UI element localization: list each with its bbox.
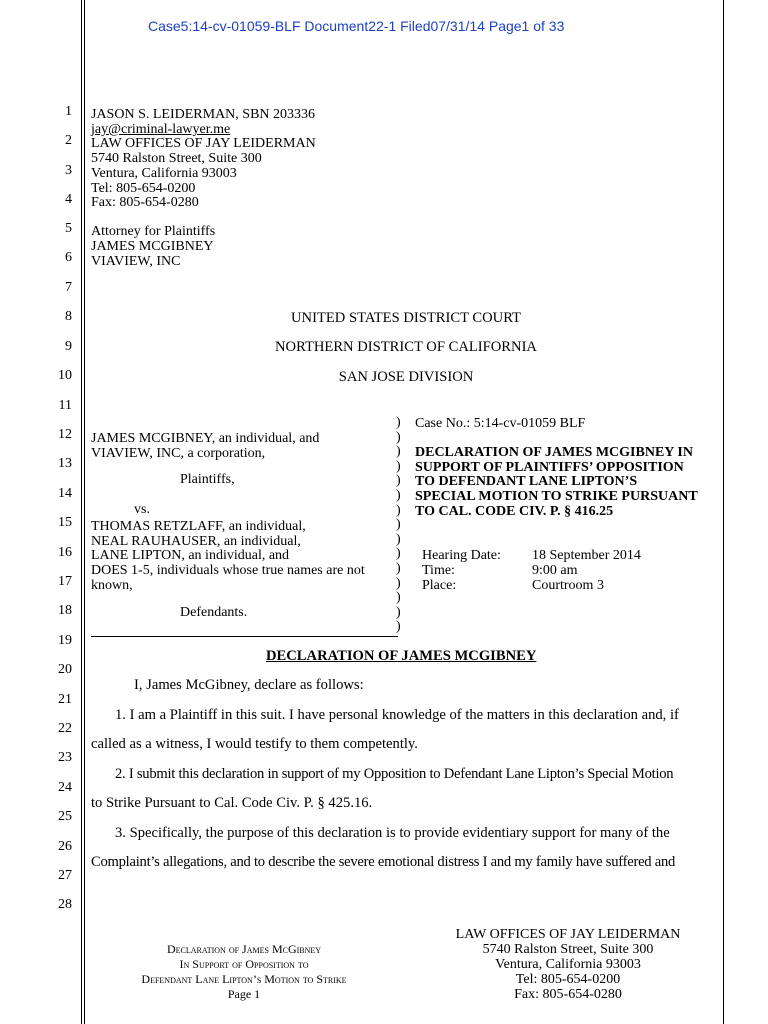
footer-firm-fax: Fax: 805-654-0280 bbox=[514, 987, 622, 1002]
plaintiffs-label: Plaintiffs, bbox=[180, 472, 235, 487]
paragraph-1-line-2: called as a witness, I would testify to them competently. bbox=[91, 736, 418, 752]
attorney-name: JASON S. LEIDERMAN, SBN 203336 bbox=[91, 107, 316, 122]
left-margin-rule-inner bbox=[84, 0, 85, 1024]
line-number: 27 bbox=[58, 868, 72, 883]
ecf-header: Case5:14-cv-01059-BLF Document22-1 Filed07/31/14 Page1 of 33 bbox=[148, 18, 565, 34]
line-number: 15 bbox=[58, 515, 72, 530]
paragraph-1-line-1: 1. I am a Plaintiff in this suit. I have personal knowledge of the matters in this declaration and, if bbox=[115, 707, 679, 723]
attorney-email-link[interactable]: jay@criminal-lawyer.me bbox=[91, 122, 231, 137]
line-number: 20 bbox=[58, 662, 72, 677]
line-number: 1 bbox=[65, 104, 72, 119]
attorney-fax: Fax: 805-654-0280 bbox=[91, 195, 199, 210]
defendant-line-5: known, bbox=[91, 578, 133, 593]
footer-title-line-2: In Support of Opposition to bbox=[179, 957, 309, 971]
defendants-label: Defendants. bbox=[180, 605, 248, 620]
right-margin-rule bbox=[723, 0, 724, 1024]
client-name: JAMES MCGIBNEY bbox=[91, 239, 214, 254]
attorney-tel: Tel: 805-654-0200 bbox=[91, 181, 196, 196]
line-number: 5 bbox=[65, 221, 72, 236]
footer-firm-name: LAW OFFICES OF JAY LEIDERMAN bbox=[455, 927, 681, 942]
line-number: 4 bbox=[65, 192, 72, 207]
line-number: 22 bbox=[58, 721, 72, 736]
paragraph-3-line-2: Complaint’s allegations, and to describe the severe emotional distress I and my family have suffered and bbox=[91, 854, 676, 870]
document-title-line-4: SPECIAL MOTION TO STRIKE PURSUANT bbox=[415, 489, 698, 504]
footer-title-line-3: Defendant Lane Lipton’s Motion to Strike bbox=[141, 972, 347, 986]
declaration-heading: DECLARATION OF JAMES MCGIBNEY bbox=[266, 648, 537, 664]
versus-label: vs. bbox=[134, 502, 150, 517]
paragraph-2-line-1: 2. I submit this declaration in support of my Opposition to Defendant Lane Lipton’s Special Motion bbox=[115, 766, 674, 782]
court-name: UNITED STATES DISTRICT COURT bbox=[291, 310, 521, 326]
attorney-firm: LAW OFFICES OF JAY LEIDERMAN bbox=[91, 136, 316, 151]
left-margin-rule-outer bbox=[81, 0, 82, 1024]
attorney-city: Ventura, California 93003 bbox=[91, 166, 237, 181]
paragraph-3-line-1: 3. Specifically, the purpose of this declaration is to provide evidentiary support for many of the bbox=[115, 825, 670, 841]
hearing-place-value: Courtroom 3 bbox=[532, 578, 604, 593]
line-number: 14 bbox=[58, 486, 72, 501]
line-number: 25 bbox=[58, 809, 72, 824]
paragraph-2-line-2: to Strike Pursuant to Cal. Code Civ. P. § 425.16. bbox=[91, 795, 373, 811]
plaintiff-line-2: VIAVIEW, INC, a corporation, bbox=[91, 446, 266, 461]
footer-firm-city: Ventura, California 93003 bbox=[495, 957, 641, 972]
line-number: 21 bbox=[58, 692, 72, 707]
court-district: NORTHERN DISTRICT OF CALIFORNIA bbox=[275, 339, 537, 355]
defendant-line-2: NEAL RAUHAUSER, an individual, bbox=[91, 534, 301, 549]
footer-title-line-1: Declaration of James McGibney bbox=[166, 942, 322, 956]
line-number: 11 bbox=[58, 398, 72, 413]
line-number: 7 bbox=[65, 280, 72, 295]
defendant-line-3: LANE LIPTON, an individual, and bbox=[91, 548, 290, 563]
line-number: 28 bbox=[58, 897, 72, 912]
footer-firm-street: 5740 Ralston Street, Suite 300 bbox=[482, 942, 654, 957]
line-number: 6 bbox=[65, 250, 72, 265]
document-title-line-5: TO CAL. CODE CIV. P. § 416.25 bbox=[415, 504, 614, 519]
defendant-line-4: DOES 1-5, individuals whose true names are not bbox=[91, 563, 365, 578]
line-number: 18 bbox=[58, 603, 72, 618]
line-number: 10 bbox=[58, 368, 72, 383]
caption-underline bbox=[91, 636, 398, 637]
hearing-date-value: 18 September 2014 bbox=[532, 548, 641, 563]
line-number: 8 bbox=[65, 309, 72, 324]
court-division: SAN JOSE DIVISION bbox=[338, 369, 474, 385]
hearing-time-value: 9:00 am bbox=[532, 563, 578, 578]
line-number: 26 bbox=[58, 839, 72, 854]
line-number: 19 bbox=[58, 633, 72, 648]
line-number: 16 bbox=[58, 545, 72, 560]
hearing-date-label: Hearing Date: bbox=[422, 548, 501, 563]
line-number: 3 bbox=[65, 163, 72, 178]
caption-parenthesis-column: ) ) ) ) ) ) ) ) ) ) ) ) ) ) ) bbox=[396, 415, 401, 635]
line-number: 13 bbox=[58, 456, 72, 471]
attorney-for: Attorney for Plaintiffs bbox=[91, 224, 216, 239]
line-number: 9 bbox=[65, 339, 72, 354]
footer-firm-tel: Tel: 805-654-0200 bbox=[515, 972, 621, 987]
case-number: Case No.: 5:14-cv-01059 BLF bbox=[415, 416, 586, 431]
document-title-line-3: TO DEFENDANT LANE LIPTON’S bbox=[415, 474, 638, 489]
client-company: VIAVIEW, INC bbox=[91, 254, 181, 269]
footer-page-number: Page 1 bbox=[227, 987, 261, 1001]
hearing-place-label: Place: bbox=[422, 578, 457, 593]
line-number: 2 bbox=[65, 133, 72, 148]
line-number: 12 bbox=[58, 427, 72, 442]
hearing-time-label: Time: bbox=[422, 563, 455, 578]
document-title-line-2: SUPPORT OF PLAINTIFFS’ OPPOSITION bbox=[415, 460, 684, 475]
declaration-intro: I, James McGibney, declare as follows: bbox=[134, 677, 364, 693]
line-number: 23 bbox=[58, 750, 72, 765]
line-number: 24 bbox=[58, 780, 72, 795]
line-number: 17 bbox=[58, 574, 72, 589]
plaintiff-line-1: JAMES MCGIBNEY, an individual, and bbox=[91, 431, 320, 446]
document-title-line-1: DECLARATION OF JAMES MCGIBNEY IN bbox=[415, 445, 693, 460]
attorney-street: 5740 Ralston Street, Suite 300 bbox=[91, 151, 262, 166]
defendant-line-1: THOMAS RETZLAFF, an individual, bbox=[91, 519, 306, 534]
